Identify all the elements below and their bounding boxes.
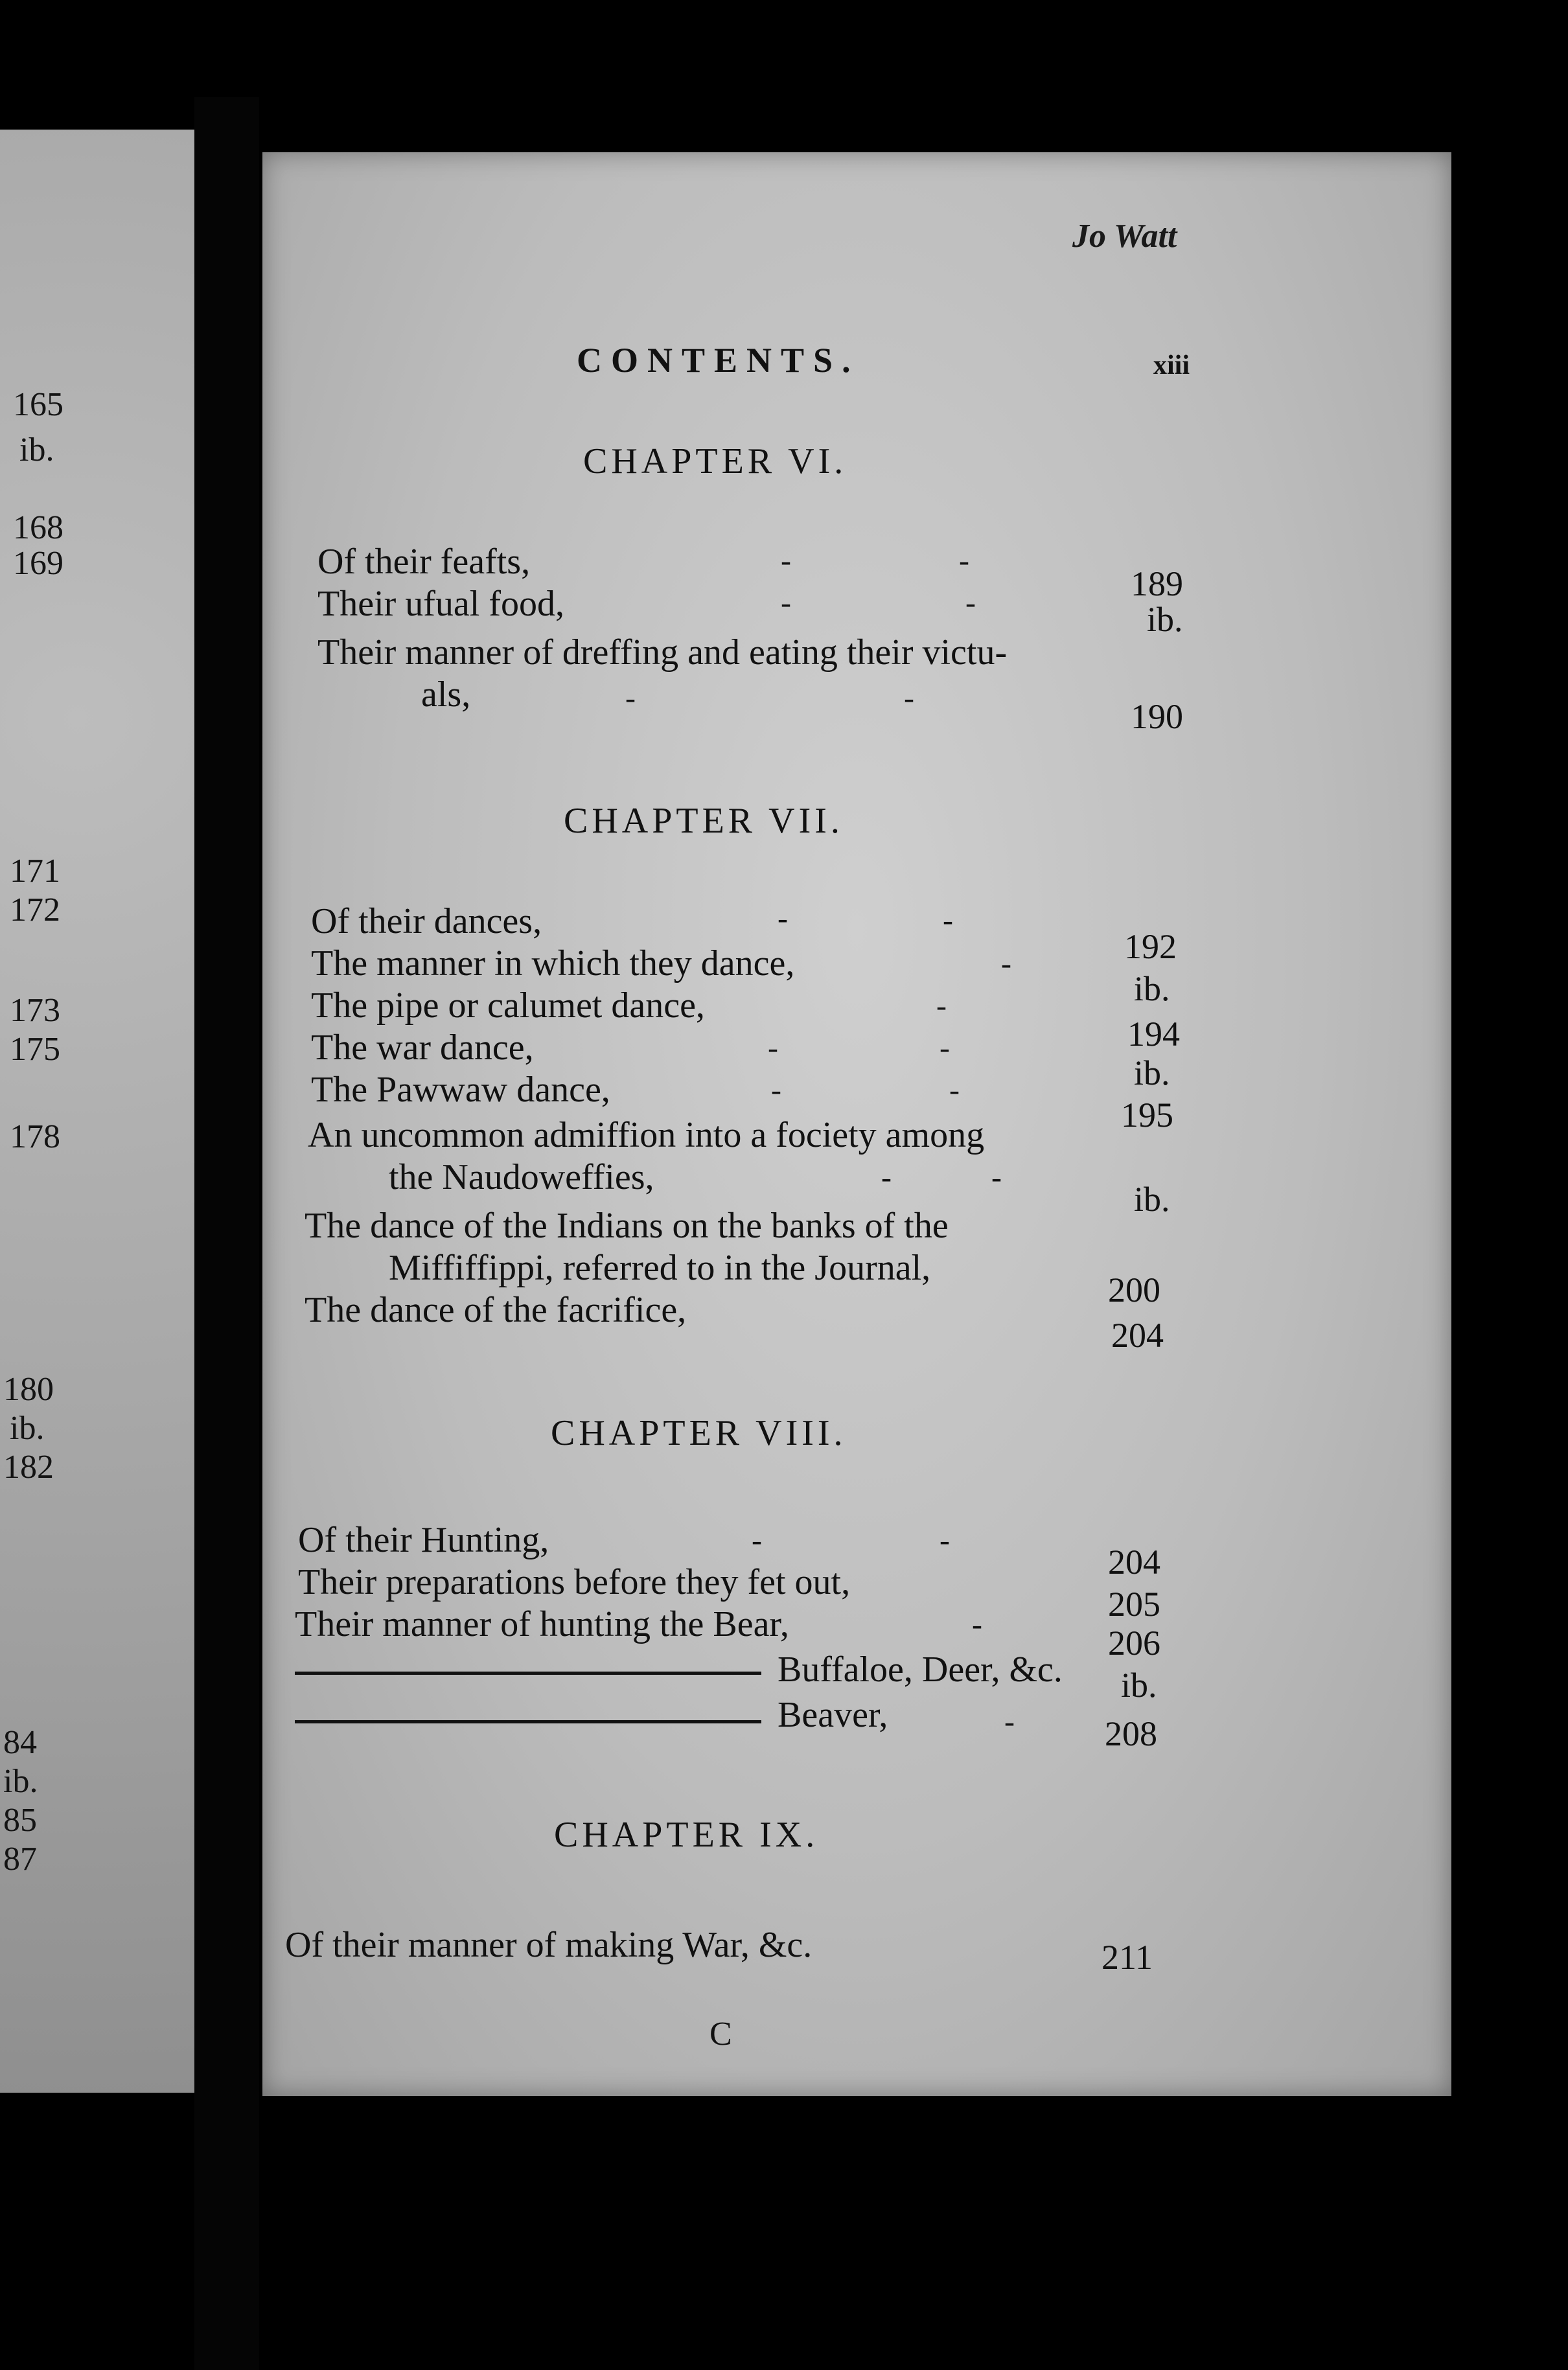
toc-entry: Buffaloe, Deer, &c.	[778, 1650, 1063, 1690]
left-page-number: 178	[10, 1118, 60, 1155]
toc-entry: Their preparations before they fet out,	[298, 1562, 851, 1602]
toc-entry: Of their Hunting,	[298, 1520, 549, 1560]
leader-dash: -	[943, 903, 953, 938]
chapter-heading: CHAPTER VIII.	[551, 1413, 847, 1453]
ditto-rule	[295, 1672, 761, 1675]
leader-dash: -	[949, 1073, 960, 1107]
leader-dash: -	[881, 1160, 892, 1195]
chapter-heading: CHAPTER VI.	[583, 441, 847, 481]
toc-entry: The pipe or calumet dance,	[311, 985, 705, 1026]
leader-dash: -	[904, 681, 914, 715]
left-page-number: 169	[13, 545, 63, 582]
leader-dash: -	[936, 989, 947, 1023]
toc-page-number: ib.	[1134, 1053, 1170, 1092]
left-page-number: 175	[10, 1031, 60, 1068]
leader-dash: -	[781, 544, 791, 578]
toc-page-number: 200	[1108, 1271, 1160, 1309]
toc-page-number: 204	[1108, 1543, 1160, 1582]
running-title: CONTENTS.	[577, 341, 860, 380]
toc-entry: The dance of the facrifice,	[305, 1290, 687, 1330]
toc-page-number: ib.	[1134, 969, 1170, 1008]
leader-dash: -	[752, 1523, 762, 1558]
leader-dash: -	[768, 1031, 778, 1065]
toc-entry: Their manner of dreffing and eating their victu-	[317, 632, 1008, 673]
toc-entry: The dance of the Indians on the banks of the	[305, 1206, 949, 1246]
left-page-number: 182	[3, 1449, 54, 1486]
left-page-number: 180	[3, 1371, 54, 1408]
leader-dash: -	[940, 1031, 950, 1065]
left-page-number: 85	[3, 1802, 37, 1839]
leader-dash: -	[625, 681, 636, 715]
left-page-fragment	[0, 130, 194, 2093]
toc-entry: Of their dances,	[311, 901, 542, 941]
page-number: xiii	[1153, 351, 1190, 380]
toc-page-number: 190	[1131, 697, 1183, 736]
left-page-number: 171	[10, 853, 60, 890]
toc-page-number: 205	[1108, 1585, 1160, 1624]
chapter-heading: CHAPTER IX.	[554, 1815, 819, 1855]
signature-mark: C	[709, 2016, 732, 2053]
toc-entry: Of their feafts,	[317, 542, 531, 582]
leader-dash: -	[991, 1160, 1002, 1195]
toc-page-number: 208	[1105, 1714, 1157, 1753]
toc-page-number: 211	[1101, 1938, 1153, 1977]
left-page-number: 84	[3, 1724, 37, 1761]
toc-entry: Their ufual food,	[317, 584, 564, 624]
leader-dash: -	[1001, 947, 1011, 981]
toc-entry-continuation: Miffiffippi, referred to in the Journal,	[389, 1248, 931, 1288]
toc-page-number: ib.	[1121, 1666, 1157, 1705]
leader-dash: -	[972, 1607, 982, 1642]
toc-page-number: 194	[1127, 1015, 1180, 1053]
left-page-number: 87	[3, 1841, 37, 1878]
toc-page-number: 192	[1124, 927, 1177, 966]
left-page-number: ib.	[19, 431, 54, 468]
owner-inscription: Jo Watt	[1072, 218, 1177, 255]
left-page-number: ib.	[3, 1763, 38, 1800]
left-page-number: 165	[13, 386, 63, 423]
leader-dash: -	[965, 586, 976, 620]
toc-entry: An uncommon admiffion into a fociety among	[308, 1115, 985, 1155]
left-page-number: 173	[10, 992, 60, 1029]
leader-dash: -	[1004, 1705, 1015, 1739]
leader-dash: -	[940, 1523, 950, 1558]
left-page-number: ib.	[10, 1410, 45, 1447]
toc-entry: The war dance,	[311, 1028, 534, 1068]
book-gutter	[194, 97, 259, 2370]
toc-page-number: ib.	[1147, 600, 1183, 639]
toc-entry-continuation: als,	[421, 674, 471, 715]
left-page-number: 168	[13, 509, 63, 546]
toc-entry: The manner in which they dance,	[311, 943, 795, 984]
toc-page-number: 204	[1111, 1316, 1164, 1355]
toc-entry: Their manner of hunting the Bear,	[295, 1604, 789, 1644]
left-page-number: 172	[10, 892, 60, 928]
leader-dash: -	[959, 544, 969, 578]
toc-page-number: 195	[1121, 1096, 1173, 1134]
leader-dash: -	[778, 901, 788, 936]
chapter-heading: CHAPTER VII.	[564, 801, 844, 841]
toc-page-number: 189	[1131, 564, 1183, 603]
toc-entry: The Pawwaw dance,	[311, 1070, 610, 1110]
toc-page-number: ib.	[1134, 1180, 1170, 1219]
toc-page-number: 206	[1108, 1624, 1160, 1662]
leader-dash: -	[781, 586, 791, 620]
ditto-rule	[295, 1720, 761, 1723]
toc-entry: Beaver,	[778, 1695, 888, 1735]
toc-entry-continuation: the Naudoweffies,	[389, 1157, 654, 1197]
leader-dash: -	[771, 1073, 781, 1107]
toc-entry: Of their manner of making War, &c.	[285, 1925, 813, 1965]
